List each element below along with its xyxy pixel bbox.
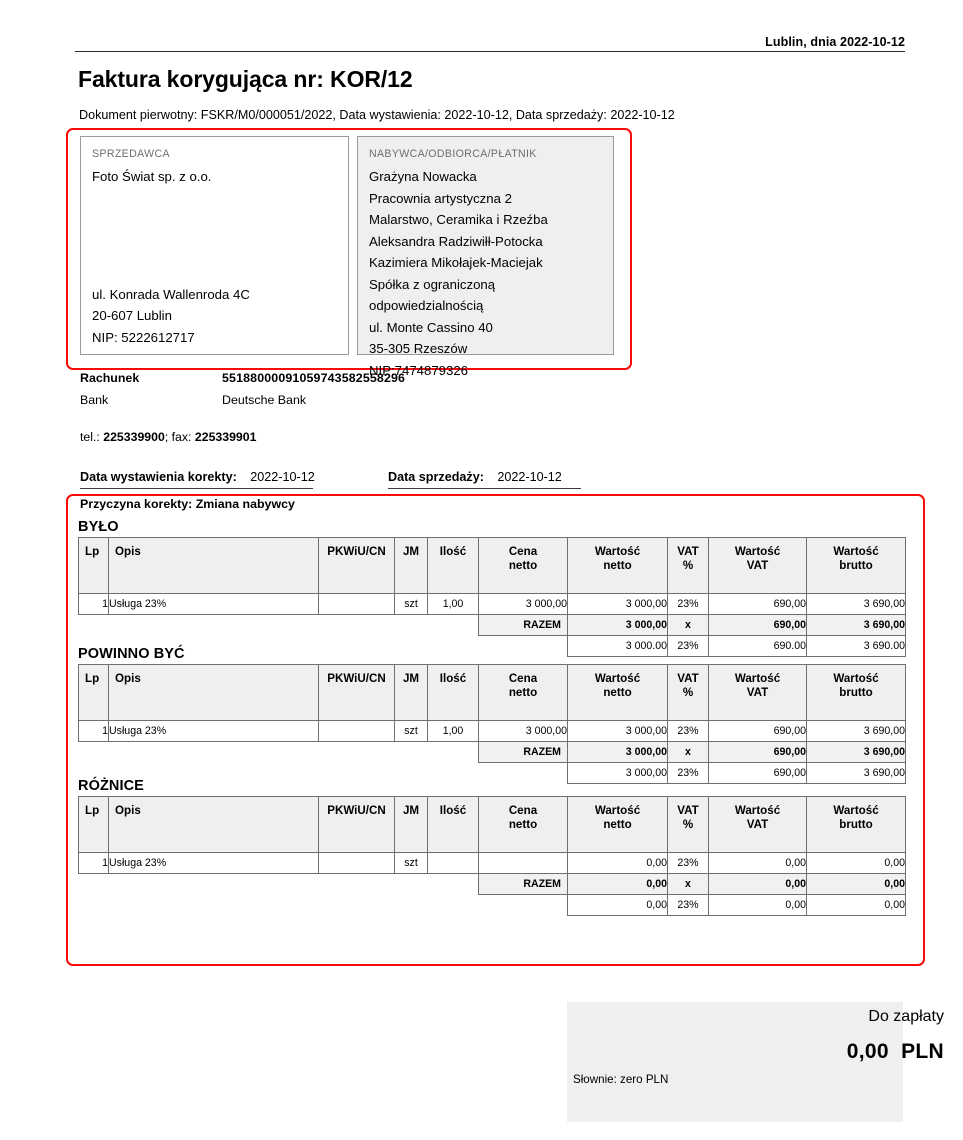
totals-row xyxy=(79,615,906,636)
sale-date-underline xyxy=(388,488,581,489)
col-opis: Opis xyxy=(109,665,319,721)
amount-value: 0,00 xyxy=(846,1040,889,1063)
col-vat: VAT % xyxy=(668,797,709,853)
buyer-street: ul. Monte Cassino 40 xyxy=(369,319,493,335)
razem-wartosc-vat: 690,00 xyxy=(709,742,807,763)
razem-wartosc-vat: 0,00 xyxy=(709,874,807,895)
razem-wartosc-netto: 3 000,00 xyxy=(568,615,668,636)
razem-wartosc-brutto: 3 690,00 xyxy=(807,742,906,763)
col-wartosc-brutto: Wartość brutto xyxy=(807,538,906,594)
buyer-line: Kazimiera Mikołajek-Maciejak xyxy=(369,255,543,270)
bank-account-number: 55188000091059743582558296 xyxy=(222,371,406,385)
buyer-line: Grażyna Nowacka xyxy=(369,169,477,184)
cell-lp: 1 xyxy=(79,853,109,874)
cell-vat: 23% xyxy=(668,721,709,742)
col-opis: Opis xyxy=(109,538,319,594)
col-pkwiu: PKWiU/CN xyxy=(319,797,395,853)
vatsum-vat: 23% xyxy=(668,895,709,916)
razem-wartosc-netto: 3 000,00 xyxy=(568,742,668,763)
fax-value: 225339901 xyxy=(194,430,257,444)
col-cena-netto: Cena netto xyxy=(479,797,568,853)
cell-wartosc-brutto: 3 690,00 xyxy=(807,594,906,615)
col-lp: Lp xyxy=(79,665,109,721)
sale-date-value: 2022-10-12 xyxy=(497,470,562,484)
page-title: Faktura korygująca nr: KOR/12 xyxy=(78,66,413,92)
razem-vat: x xyxy=(668,742,709,763)
cell-ilosc: 1,00 xyxy=(428,594,479,615)
col-jm: JM xyxy=(395,538,428,594)
razem-label: RAZEM xyxy=(479,615,568,636)
seller-name: Foto Świat sp. z o.o. xyxy=(92,169,212,184)
table-row xyxy=(79,721,906,742)
cell-pkwiu xyxy=(319,721,395,742)
contact-line xyxy=(80,430,256,444)
table-header-row xyxy=(79,797,906,853)
table-roznice xyxy=(78,796,906,916)
tel-label: tel.: xyxy=(80,430,104,444)
col-wartosc-netto: Wartość netto xyxy=(568,665,668,721)
vatsum-wartosc-brutto: 3 690.00 xyxy=(807,636,906,657)
col-wartosc-netto: Wartość netto xyxy=(568,538,668,594)
tel-value: 225339900 xyxy=(103,430,165,444)
cell-cena-netto xyxy=(479,853,568,874)
seller-box xyxy=(80,136,349,355)
table-powinno-byc xyxy=(78,664,906,784)
cell-lp: 1 xyxy=(79,594,109,615)
col-cena-netto: Cena netto xyxy=(479,665,568,721)
cell-wartosc-vat: 0,00 xyxy=(709,853,807,874)
totals-row xyxy=(79,742,906,763)
col-wartosc-brutto: Wartość brutto xyxy=(807,665,906,721)
col-cena-netto: Cena netto xyxy=(479,538,568,594)
table-bylo xyxy=(78,537,906,657)
cell-wartosc-brutto: 3 690,00 xyxy=(807,721,906,742)
original-document-line: Dokument pierwotny: FSKR/M0/000051/2022, Data wystawienia: 2022-10-12, Data sprzedaży: 2022-10-12 xyxy=(79,108,675,122)
buyer-line: Pracownia artystyczna 2 xyxy=(369,190,512,206)
vatsum-vat: 23% xyxy=(668,636,709,657)
amount-in-words: Słownie: zero PLN xyxy=(573,1073,669,1086)
section-title-roznice: RÓŻNICE xyxy=(78,778,144,794)
col-jm: JM xyxy=(395,665,428,721)
cell-wartosc-netto: 0,00 xyxy=(568,853,668,874)
issue-date-field xyxy=(80,470,315,484)
cell-wartosc-vat: 690,00 xyxy=(709,721,807,742)
col-ilosc: Ilość xyxy=(428,538,479,594)
buyer-line: Aleksandra Radziwiłł-Potocka xyxy=(369,233,543,249)
issue-date-value: 2022-10-12 xyxy=(250,470,315,484)
spacer-cell xyxy=(79,742,479,763)
cell-ilosc: 1,00 xyxy=(428,721,479,742)
spacer-cell xyxy=(79,874,479,895)
spacer-cell xyxy=(79,895,568,916)
vatsum-wartosc-brutto: 0,00 xyxy=(807,895,906,916)
col-vat: VAT % xyxy=(668,665,709,721)
razem-vat: x xyxy=(668,874,709,895)
place-and-date: Lublin, dnia 2022-10-12 xyxy=(765,35,905,49)
col-pkwiu: PKWiU/CN xyxy=(319,538,395,594)
vatsum-wartosc-netto: 3 000,00 xyxy=(568,763,668,784)
razem-label: RAZEM xyxy=(479,874,568,895)
razem-vat: x xyxy=(668,615,709,636)
bank-name-label: Bank xyxy=(80,393,109,407)
cell-jm: szt xyxy=(395,594,428,615)
cell-cena-netto: 3 000,00 xyxy=(479,594,568,615)
buyer-nip: NIP:7474879326 xyxy=(369,362,468,378)
spacer-cell xyxy=(79,615,479,636)
header-divider xyxy=(75,51,905,52)
issue-date-underline xyxy=(80,488,313,489)
vatsum-wartosc-brutto: 3 690,00 xyxy=(807,763,906,784)
cell-pkwiu xyxy=(319,853,395,874)
col-wartosc-vat: Wartość VAT xyxy=(709,665,807,721)
razem-label: RAZEM xyxy=(479,742,568,763)
col-ilosc: Ilość xyxy=(428,665,479,721)
vat-summary-row xyxy=(79,895,906,916)
vatsum-wartosc-vat: 690.00 xyxy=(709,636,807,657)
totals-row xyxy=(79,874,906,895)
vatsum-wartosc-vat: 690,00 xyxy=(709,763,807,784)
col-wartosc-brutto: Wartość brutto xyxy=(807,797,906,853)
cell-vat: 23% xyxy=(668,853,709,874)
cell-wartosc-netto: 3 000,00 xyxy=(568,594,668,615)
col-lp: Lp xyxy=(79,538,109,594)
cell-ilosc xyxy=(428,853,479,874)
cell-opis: Usługa 23% xyxy=(109,853,319,874)
razem-wartosc-netto: 0,00 xyxy=(568,874,668,895)
seller-address-block xyxy=(92,284,250,349)
table-header-row xyxy=(79,538,906,594)
cell-wartosc-vat: 690,00 xyxy=(709,594,807,615)
fax-label: ; fax: xyxy=(164,430,195,444)
seller-caption: SPRZEDAWCA xyxy=(92,148,170,160)
col-wartosc-vat: Wartość VAT xyxy=(709,538,807,594)
seller-street: ul. Konrada Wallenroda 4C xyxy=(92,286,250,302)
vatsum-wartosc-netto: 3 000.00 xyxy=(568,636,668,657)
correction-reason: Przyczyna korekty: Zmiana nabywcy xyxy=(80,497,295,511)
payment-due-amount xyxy=(847,1040,944,1064)
buyer-box xyxy=(357,136,614,378)
table-header-row xyxy=(79,665,906,721)
cell-cena-netto: 3 000,00 xyxy=(479,721,568,742)
buyer-line: odpowiedzialnością xyxy=(369,298,484,313)
col-opis: Opis xyxy=(109,797,319,853)
amount-currency: PLN xyxy=(901,1040,944,1063)
razem-wartosc-brutto: 3 690,00 xyxy=(807,615,906,636)
razem-wartosc-vat: 690,00 xyxy=(709,615,807,636)
table-row xyxy=(79,594,906,615)
buyer-caption: NABYWCA/ODBIORCA/PŁATNIK xyxy=(369,148,537,160)
sale-date-label: Data sprzedaży: xyxy=(388,470,484,484)
bank-name-value: Deutsche Bank xyxy=(222,393,307,407)
vatsum-vat: 23% xyxy=(668,763,709,784)
vat-summary-row xyxy=(79,763,906,784)
section-title-powinno-byc: POWINNO BYĆ xyxy=(78,646,185,662)
vatsum-wartosc-vat: 0,00 xyxy=(709,895,807,916)
col-vat: VAT % xyxy=(668,538,709,594)
cell-wartosc-netto: 3 000,00 xyxy=(568,721,668,742)
razem-wartosc-brutto: 0,00 xyxy=(807,874,906,895)
cell-opis: Usługa 23% xyxy=(109,594,319,615)
buyer-city: 35-305 Rzeszów xyxy=(369,341,468,356)
col-lp: Lp xyxy=(79,797,109,853)
seller-city: 20-607 Lublin xyxy=(92,308,172,323)
sale-date-field xyxy=(388,470,562,484)
vat-summary-row xyxy=(79,636,906,657)
cell-jm: szt xyxy=(395,721,428,742)
cell-lp: 1 xyxy=(79,721,109,742)
bank-account-label: Rachunek xyxy=(80,371,140,385)
buyer-line: Malarstwo, Ceramika i Rzeźba xyxy=(369,212,548,227)
col-pkwiu: PKWiU/CN xyxy=(319,665,395,721)
issue-date-label: Data wystawienia korekty: xyxy=(80,470,237,484)
cell-pkwiu xyxy=(319,594,395,615)
section-title-bylo: BYŁO xyxy=(78,519,119,535)
col-jm: JM xyxy=(395,797,428,853)
table-row xyxy=(79,853,906,874)
col-wartosc-vat: Wartość VAT xyxy=(709,797,807,853)
cell-opis: Usługa 23% xyxy=(109,721,319,742)
buyer-line: Spółka z ograniczoną xyxy=(369,276,496,292)
payment-due-label: Do zapłaty xyxy=(868,1008,944,1025)
cell-jm: szt xyxy=(395,853,428,874)
cell-vat: 23% xyxy=(668,594,709,615)
cell-wartosc-brutto: 0,00 xyxy=(807,853,906,874)
spacer-cell xyxy=(79,763,568,784)
col-wartosc-netto: Wartość netto xyxy=(568,797,668,853)
vatsum-wartosc-netto: 0,00 xyxy=(568,895,668,916)
seller-nip: NIP: 5222612717 xyxy=(92,329,195,345)
col-ilosc: Ilość xyxy=(428,797,479,853)
